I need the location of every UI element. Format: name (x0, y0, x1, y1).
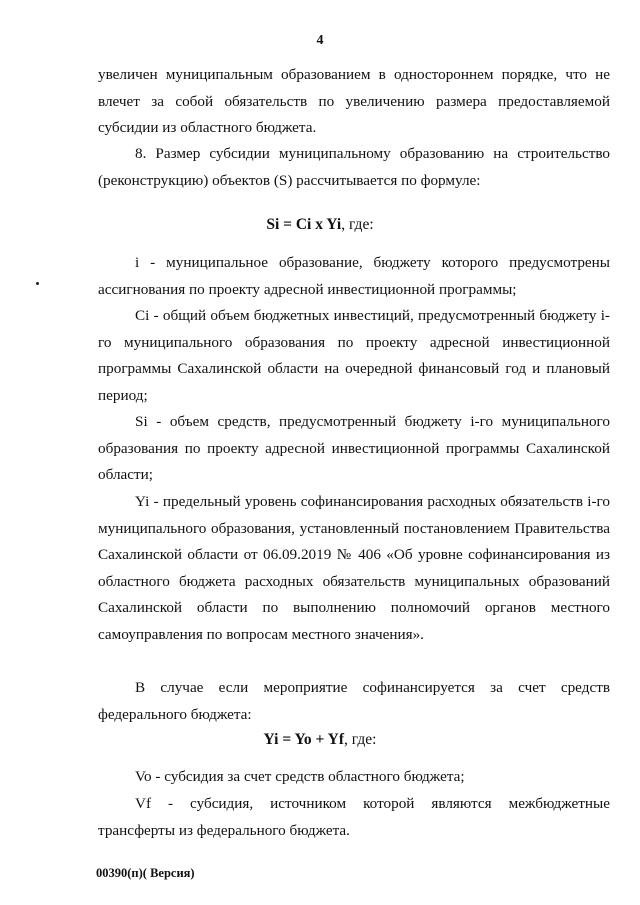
paragraph-continuation: увеличен муниципальным образованием в одностороннем порядке, что не влечет за собой обязательств по увеличению размера предоставляемой субсидии из областного бюджета. (98, 66, 610, 136)
formula-yi-suffix: , где: (344, 731, 377, 748)
definition-i: i - муниципальное образование, бюджету которого предусмотрены ассигнования по проекту адресной инвестиционной программы; (98, 254, 610, 298)
definition-vf: Vf - субсидия, источником которой являются межбюджетные трансферты из федерального бюджета. (98, 795, 610, 839)
formula-yi (0, 731, 640, 749)
definition-vo: Vo - субсидия за счет средств областного бюджета; (135, 768, 465, 785)
paragraph-item-8: 8. Размер субсидии муниципальному образованию на строительство (реконструкцию) объектов (S) рассчитывается по формуле: (98, 145, 610, 189)
definition-si: Si - объем средств, предусмотренный бюджету i-го муниципального образования по проекту адресной инвестиционной программы Сахалинской области; (98, 413, 610, 483)
paragraph-federal-case: В случае если мероприятие софинансируется за счет средств федерального бюджета: (98, 679, 610, 723)
scan-speck (36, 282, 39, 285)
definition-yi: Yi - предельный уровень софинансирования расходных обязательств i-го муниципального образования, установленный постановлением Правительства Сахалинской области от 06.09.2019 № 406 «Об уровне софинансирования из областного бюджета расходных обязательств муниципальных образований Сахалинской области по выполнению полномочий органов местного самоуправления по вопросам местного значения». (98, 493, 610, 643)
formula-si (0, 216, 640, 234)
formula-yi-expression: Yi = Yo + Yf (263, 731, 345, 748)
page-number: 4 (316, 33, 324, 48)
definition-ci: Ci - общий объем бюджетных инвестиций, предусмотренный бюджету i-го муниципального образования по проекту адресной инвестиционной программы Сахалинской области на очередной финансовый год и плановый период; (98, 307, 610, 404)
formula-si-expression: Si = Ci x Yi (266, 216, 342, 233)
formula-si-suffix: , где: (341, 216, 374, 233)
document-footer-code: 00390(п)( Версия) (96, 866, 195, 880)
